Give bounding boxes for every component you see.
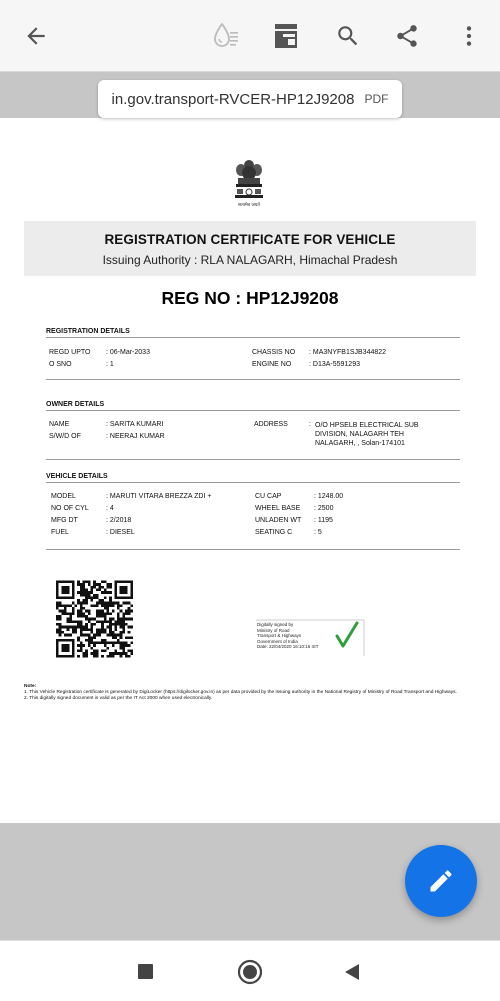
cyl-value: : 4 <box>106 505 114 512</box>
name-label: NAME <box>49 421 70 428</box>
swd-value: : NEERAJ KUMAR <box>106 433 165 440</box>
model-value: : MARUTI VITARA BREZZA ZDI + <box>106 493 212 500</box>
chassis-value: : MA3NYFB1SJB344822 <box>309 349 387 356</box>
registration-details-heading: REGISTRATION DETAILS <box>46 328 130 335</box>
wheel-base-label: WHEEL BASE <box>255 505 301 512</box>
signature-line: Ministry of Road <box>257 627 290 633</box>
seating-value: : 5 <box>314 529 322 536</box>
registration-number: REG NO : HP12J9208 <box>161 288 339 308</box>
document-title-pill[interactable] <box>98 80 402 118</box>
back-triangle-icon[interactable] <box>338 958 366 986</box>
recents-square-icon[interactable] <box>132 958 160 986</box>
vehicle-details-heading: VEHICLE DETAILS <box>46 473 108 480</box>
issuing-authority: Issuing Authority : RLA NALAGARH, Himachal Pradesh <box>102 253 398 267</box>
check-icon <box>335 621 359 649</box>
notes-heading: Note: <box>24 684 37 689</box>
divider <box>46 410 460 411</box>
signature-line: Government of India <box>257 638 298 644</box>
regd-upto-value: : 06-Mar-2033 <box>106 349 150 356</box>
read-mode-icon[interactable] <box>208 18 244 54</box>
certificate-title-box <box>24 221 476 276</box>
engine-label: ENGINE NO <box>252 361 292 368</box>
national-emblem-icon <box>229 156 269 212</box>
cc-label: CU CAP <box>255 493 282 500</box>
top-toolbar <box>0 0 500 72</box>
unladen-value: : 1195 <box>314 517 333 524</box>
sno-value: : 1 <box>106 361 114 368</box>
signature-line: Digitally signed by <box>257 622 294 627</box>
document-url: in.gov.transport-RVCER-HP12J9208 <box>111 90 355 108</box>
mfg-label: MFG DT <box>51 517 78 524</box>
divider <box>46 459 460 460</box>
model-label: MODEL <box>51 493 76 500</box>
address-label: ADDRESS <box>254 421 288 428</box>
signature-date: Date: 22/04/2020 16:10:16 IST <box>257 644 319 649</box>
cyl-label: NO OF CYL <box>51 505 89 512</box>
search-icon[interactable] <box>330 18 366 54</box>
address-value: O/O HPSELB ELECTRICAL SUB DIVISION, NALAGARH TEH NALAGARH, , Solan-174101 <box>315 422 419 447</box>
note-line: 1. This Vehicle Registration certificate is generated by DigiLocker (https://digilocker.gov.in) as per data provided by the issuing authority in the National Registry of Ministry of Road Transport and Highways. <box>24 690 457 695</box>
back-arrow-icon[interactable] <box>18 18 54 54</box>
name-value: : SARITA KUMARI <box>106 421 164 428</box>
share-icon[interactable] <box>389 18 425 54</box>
fuel-label: FUEL <box>51 529 69 536</box>
home-circle-icon[interactable] <box>236 958 264 986</box>
signature-text <box>257 622 347 650</box>
pdf-page <box>0 118 500 823</box>
mfg-value: : 2/2018 <box>106 517 132 524</box>
seating-label: SEATING C <box>255 529 293 536</box>
divider <box>46 549 460 550</box>
system-navigation-bar <box>0 940 500 1001</box>
divider <box>46 482 460 483</box>
wheel-base-value: : 2500 <box>314 505 334 512</box>
note-line: 2. This digitally signed document is valid as per the IT Act 2000 when used electronically. <box>24 696 213 701</box>
owner-details-heading: OWNER DETAILS <box>46 401 105 408</box>
edit-fab-button[interactable] <box>405 845 477 917</box>
emblem-caption: सत्यमेव जयते <box>238 202 260 207</box>
address-colon: : <box>309 421 311 428</box>
signature-line: Transport & Highways <box>257 633 302 638</box>
unladen-label: UNLADEN WT <box>255 517 302 524</box>
notes-section <box>24 684 480 702</box>
view-mode-icon[interactable] <box>268 18 304 54</box>
regd-upto-label: REGD UPTO <box>49 349 91 356</box>
digital-signature-box <box>255 619 365 657</box>
file-type-label: PDF <box>364 92 389 106</box>
fuel-value: : DIESEL <box>106 529 135 536</box>
qr-code <box>56 580 133 658</box>
divider <box>46 337 460 338</box>
cc-value: : 1248.00 <box>314 493 344 500</box>
edit-pencil-icon <box>427 867 455 895</box>
divider <box>46 379 460 380</box>
certificate-title: REGISTRATION CERTIFICATE FOR VEHICLE <box>104 232 396 247</box>
sno-label: O SNO <box>49 361 72 368</box>
swd-label: S/W/D OF <box>49 433 81 440</box>
more-vert-icon[interactable] <box>451 18 487 54</box>
chassis-label: CHASSIS NO <box>252 349 296 356</box>
engine-value: : D13A-5591293 <box>309 361 360 368</box>
